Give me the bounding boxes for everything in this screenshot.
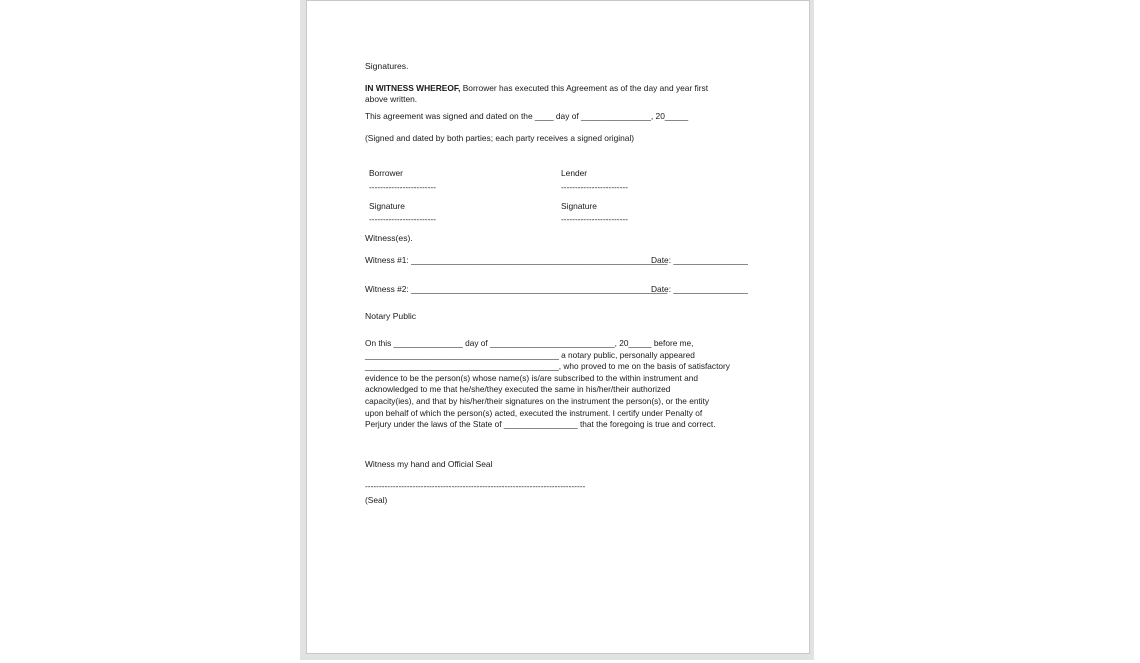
signed-dated-line: This agreement was signed and dated on the ____ day of _______________, 20_____: [365, 111, 689, 121]
witnesses-heading: Witness(es).: [365, 233, 413, 243]
seal-signature-line: -------------------------------------------------------------------------------: [365, 481, 586, 491]
lender-signature-label: Signature: [561, 201, 597, 211]
witness1-line: Witness #1: _______________________________________________________: [365, 255, 668, 265]
witness1-date: Date: ________________: [651, 255, 748, 265]
borrower-label: Borrower: [369, 168, 403, 178]
witness-hand-seal: Witness my hand and Official Seal: [365, 459, 493, 469]
notary-paragraph: On this _______________ day of ___________________________, 20_____ before me, __________________________________________ a notary public, personally appeared __________________________________________, who proved to me on the basis of satisfactory evidence to be the person(s) whose name(s) is/are subscribed to the within instrument and acknowledged to me that he/she/they executed the same in his/her/their authorized capacity(ies), and that by his/her/their signatures on the instrument the person(s), or the entity upon behalf of which the person(s) acted, executed the instrument. I certify under Penalty of Perjury under the laws of the State of ________________ that the foregoing is true and correct.: [365, 338, 730, 430]
both-parties-note: (Signed and dated by both parties; each party receives a signed original): [365, 133, 635, 143]
lender-name-line: ------------------------: [561, 182, 628, 192]
seal-label: (Seal): [365, 495, 388, 505]
witness-whereof-bold: IN WITNESS WHEREOF,: [365, 83, 461, 93]
witness-whereof-rest: Borrower has executed this Agreement as of the day and year first: [460, 83, 709, 93]
lender-signature-line: ------------------------: [561, 214, 628, 224]
signatures-heading: Signatures.: [365, 61, 409, 71]
borrower-name-line: ------------------------: [369, 182, 436, 192]
witness-whereof-line2: above written.: [365, 94, 418, 104]
notary-heading: Notary Public: [365, 311, 417, 321]
witness2-line: Witness #2: _______________________________________________________: [365, 284, 668, 294]
lender-label: Lender: [561, 168, 588, 178]
borrower-signature-line: ------------------------: [369, 214, 436, 224]
document-page: [306, 0, 810, 654]
borrower-signature-label: Signature: [369, 201, 405, 211]
witness-whereof-line1: [365, 83, 708, 93]
witness2-date: Date: ________________: [651, 284, 748, 294]
